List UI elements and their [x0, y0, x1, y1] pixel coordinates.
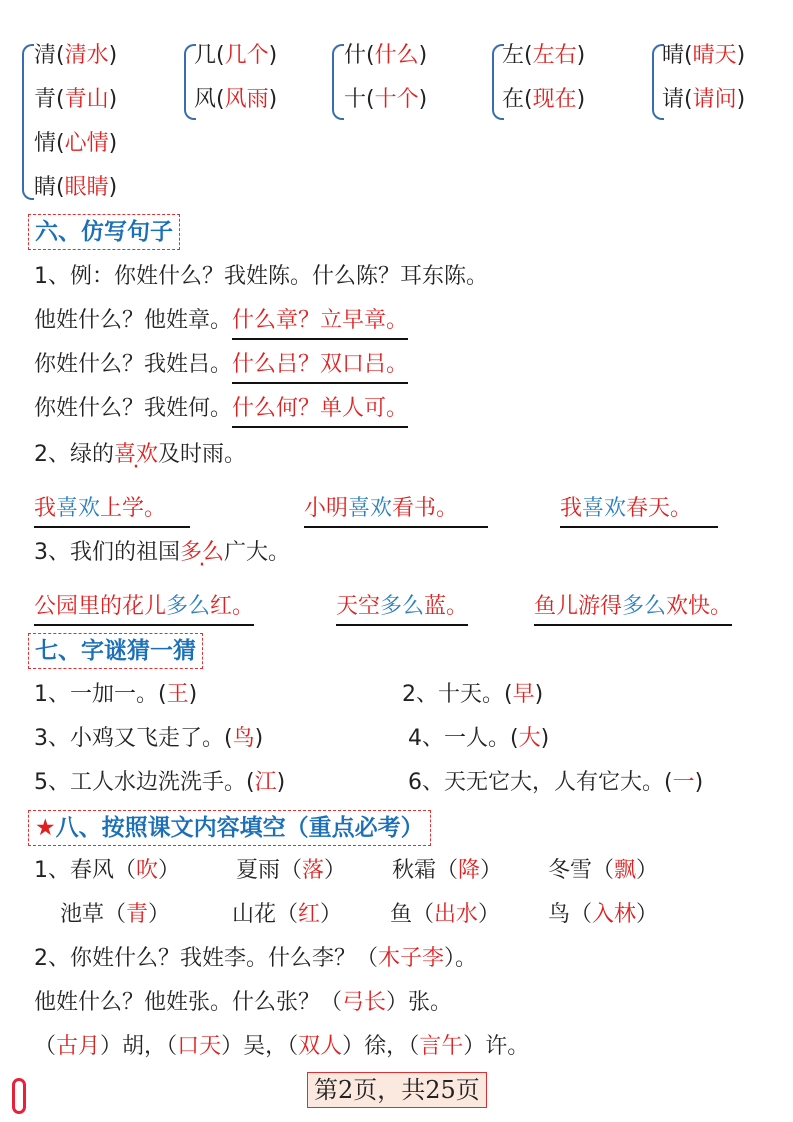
- word-item: 晴(晴天): [662, 43, 746, 68]
- riddle-5: 5、工人水边洗洗手。(江): [34, 770, 286, 795]
- s8-row-2-item-2: 山花（红）: [232, 902, 343, 927]
- word-item: 睛(眼睛): [34, 175, 118, 200]
- s6-q2-answer-2: 小明喜欢看书。: [304, 494, 488, 528]
- s6-q3-answer-2: 天空多么蓝。: [336, 592, 468, 626]
- s8-q4: （古月）胡，（口天）吴，（双人）徐，（言午）许。: [34, 1034, 530, 1059]
- word-item: 什(什么): [344, 43, 428, 68]
- word-item: 十(十个): [344, 87, 428, 112]
- word-group-2: [194, 34, 277, 122]
- s8-q2: 2、你姓什么？我姓李。什么李？（木子李）。: [34, 946, 478, 971]
- brace-group-1: [22, 44, 34, 200]
- riddle-6: 6、天无它大，人有它大。(一): [408, 770, 704, 795]
- word-group-4: [502, 34, 585, 122]
- riddle-2: 2、十天。(早): [402, 682, 544, 707]
- s6-q2-answer-1: 我喜欢上学。: [34, 494, 190, 528]
- word-group-3: [344, 34, 427, 122]
- s6-q3-answer-3: 鱼儿游得多么欢快。: [534, 592, 732, 626]
- word-item: 在(现在): [502, 87, 586, 112]
- word-item: 几(几个): [194, 43, 278, 68]
- riddle-3: 3、小鸡又飞走了。(鸟): [34, 726, 264, 751]
- word-item: 风(风雨): [194, 87, 278, 112]
- riddle-1: 1、一加一。(王): [34, 682, 198, 707]
- s8-row-2-item-4: 鸟（入林）: [548, 902, 659, 927]
- s8-row-1-item-1: 1、春风（吹）: [34, 858, 181, 883]
- s8-q3: 他姓什么？他姓张。什么张？（弓长）张。: [34, 990, 453, 1015]
- section-8-title: ★八、按照课文内容填空（重点必考）: [28, 810, 431, 846]
- word-group-1: [34, 34, 117, 210]
- brace-group-3: [332, 44, 344, 120]
- s8-row-2-item-3: 鱼（出水）: [390, 902, 501, 927]
- word-item: 清(清水): [34, 43, 118, 68]
- s8-row-2-item-1: 池草（青）: [60, 902, 171, 927]
- star-icon: ★: [35, 815, 56, 841]
- s6-q3: 3、我们的祖国多么广大。: [34, 540, 291, 565]
- s6-row-1: 他姓什么？他姓章。什么章？立早章。: [34, 306, 408, 340]
- word-item: 左(左右): [502, 43, 586, 68]
- word-item: 青(青山): [34, 87, 118, 112]
- s6-q2-answer-3: 我喜欢春天。: [560, 494, 718, 528]
- s6-q2: 2、绿的喜欢及时雨。: [34, 442, 247, 467]
- section-7-title: 七、字谜猜一猜: [28, 633, 203, 669]
- corner-mark: [12, 1078, 26, 1114]
- page-number: 第2页，共25页: [307, 1072, 487, 1108]
- s6-q3-answer-1: 公园里的花儿多么红。: [34, 592, 254, 626]
- s6-row-2: 你姓什么？我姓吕。什么吕？双口吕。: [34, 350, 408, 384]
- word-group-5: [662, 34, 745, 122]
- word-item: 情(心情): [34, 131, 118, 156]
- s8-row-1-item-4: 冬雪（飘）: [548, 858, 659, 883]
- s6-row-3: 你姓什么？我姓何。什么何？单人可。: [34, 394, 408, 428]
- section-6-title: 六、仿写句子: [28, 214, 180, 250]
- riddle-4: 4、一人。(大): [408, 726, 550, 751]
- word-item: 请(请问): [662, 87, 746, 112]
- s8-row-1-item-3: 秋霜（降）: [392, 858, 503, 883]
- s8-row-1-item-2: 夏雨（落）: [236, 858, 347, 883]
- s6-example: 1、例：你姓什么？我姓陈。什么陈？耳东陈。: [34, 264, 488, 289]
